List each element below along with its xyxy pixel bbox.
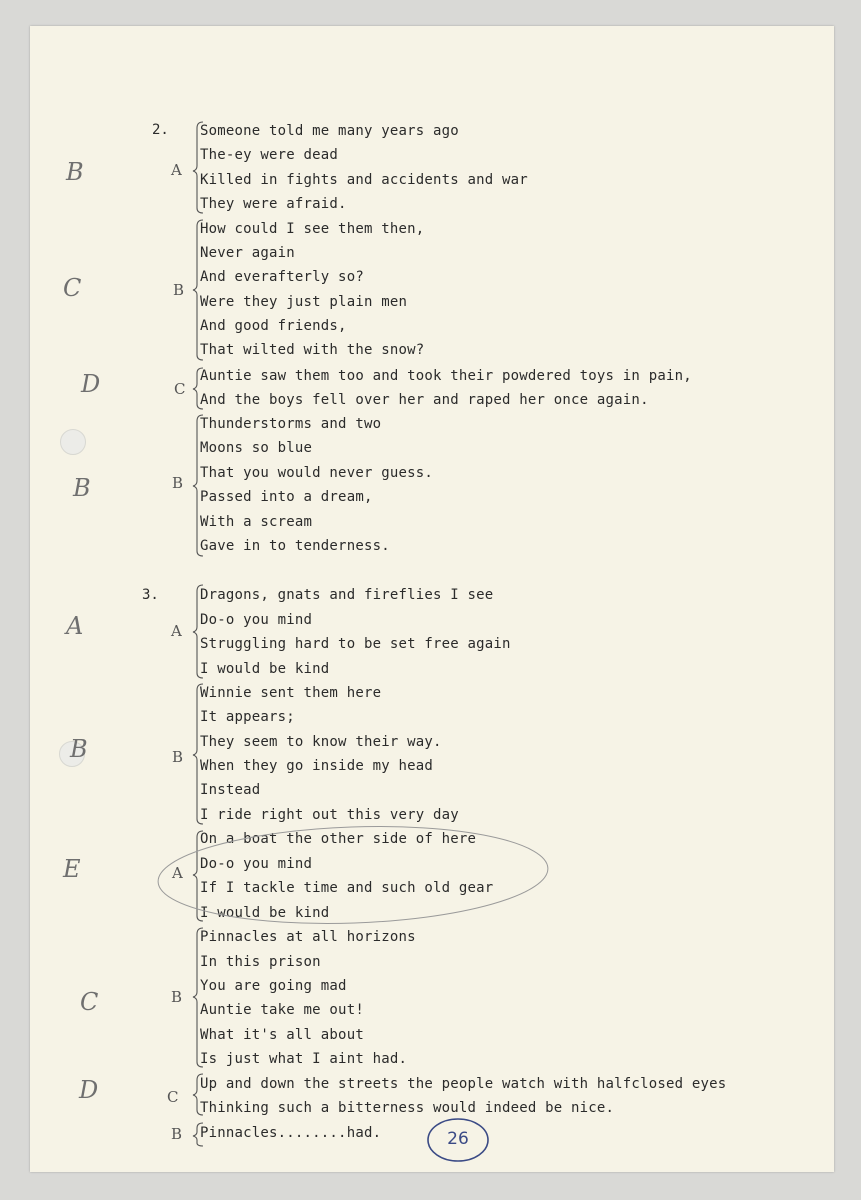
verse3-line-18: Auntie take me out! bbox=[200, 1002, 364, 1018]
margin-label: C bbox=[80, 988, 99, 1016]
verse2-line-18: Gave in to tenderness. bbox=[200, 538, 390, 554]
verse3-line-6: It appears; bbox=[200, 709, 295, 725]
verse3-line-17: You are going mad bbox=[200, 978, 347, 994]
verse3-line-23: Pinnacles........had. bbox=[200, 1125, 382, 1141]
margin-label: D bbox=[81, 370, 101, 398]
section-bracket bbox=[193, 1123, 203, 1146]
margin-label: B bbox=[66, 158, 84, 186]
verse2-line-15: That you would never guess. bbox=[200, 465, 433, 481]
verse2-line-1: Someone told me many years ago bbox=[200, 123, 459, 139]
verse3-line-14: I would be kind bbox=[200, 905, 330, 921]
verse3-line-22: Thinking such a bitterness would indeed be nice. bbox=[200, 1100, 615, 1116]
verse2-line-17: With a scream bbox=[200, 514, 313, 530]
section-label: C bbox=[167, 1088, 179, 1106]
verse2-line-7: And everafterly so? bbox=[200, 269, 364, 285]
section-bracket bbox=[193, 585, 203, 678]
verse3-line-15: Pinnacles at all horizons bbox=[200, 929, 416, 945]
verse3-line-19: What it's all about bbox=[200, 1027, 364, 1043]
margin-label: A bbox=[66, 612, 84, 640]
verse-number-3: 3. bbox=[142, 587, 159, 603]
section-label: B bbox=[172, 474, 184, 492]
verse3-line-20: Is just what I aint had. bbox=[200, 1051, 408, 1067]
verse2-line-13: Thunderstorms and two bbox=[200, 416, 382, 432]
verse3-line-11: On a boat the other side of here bbox=[200, 831, 477, 847]
section-label: B bbox=[171, 988, 183, 1006]
verse3-line-16: In this prison bbox=[200, 954, 321, 970]
verse2-line-11: Auntie saw them too and took their powdered toys in pain, bbox=[200, 368, 692, 384]
verse3-line-7: They seem to know their way. bbox=[200, 734, 442, 750]
section-label: B bbox=[171, 1125, 183, 1143]
verse2-line-6: Never again bbox=[200, 245, 295, 261]
section-bracket bbox=[193, 220, 203, 360]
section-bracket bbox=[193, 368, 203, 409]
verse3-line-12: Do-o you mind bbox=[200, 856, 313, 872]
section-bracket bbox=[193, 684, 203, 824]
verse2-line-5: How could I see them then, bbox=[200, 221, 425, 237]
verse3-line-2: Do-o you mind bbox=[200, 612, 313, 628]
verse2-line-8: Were they just plain men bbox=[200, 294, 408, 310]
verse2-line-12: And the boys fell over her and raped her once again. bbox=[200, 392, 649, 408]
margin-label: C bbox=[63, 274, 82, 302]
margin-label: B bbox=[70, 735, 88, 763]
verse2-line-3: Killed in fights and accidents and war bbox=[200, 172, 528, 188]
verse2-line-2: The-ey were dead bbox=[200, 147, 339, 163]
margin-label: B bbox=[73, 474, 91, 502]
section-label: B bbox=[172, 748, 184, 766]
verse3-line-4: I would be kind bbox=[200, 661, 330, 677]
verse3-line-9: Instead bbox=[200, 782, 261, 798]
verse2-line-14: Moons so blue bbox=[200, 440, 313, 456]
verse3-line-13: If I tackle time and such old gear bbox=[200, 880, 494, 896]
section-label: A bbox=[171, 622, 182, 640]
verse3-line-5: Winnie sent them here bbox=[200, 685, 382, 701]
margin-label: D bbox=[79, 1076, 99, 1104]
section-label: A bbox=[172, 864, 183, 882]
verse3-line-10: I ride right out this very day bbox=[200, 807, 459, 823]
verse-number-2: 2. bbox=[152, 122, 169, 138]
section-bracket bbox=[193, 122, 203, 213]
section-label: A bbox=[171, 161, 182, 179]
verse2-line-9: And good friends, bbox=[200, 318, 347, 334]
verse3-line-3: Struggling hard to be set free again bbox=[200, 636, 511, 652]
verse2-line-4: They were afraid. bbox=[200, 196, 347, 212]
section-label: C bbox=[174, 380, 186, 398]
verse2-line-16: Passed into a dream, bbox=[200, 489, 373, 505]
section-label: B bbox=[173, 281, 185, 299]
section-bracket bbox=[193, 415, 203, 556]
verse3-line-8: When they go inside my head bbox=[200, 758, 433, 774]
section-bracket bbox=[193, 1074, 203, 1115]
verse3-line-21: Up and down the streets the people watch with halfclosed eyes bbox=[200, 1076, 727, 1092]
section-bracket bbox=[193, 831, 203, 921]
margin-label: E bbox=[63, 855, 81, 883]
pencil-circle bbox=[156, 820, 549, 930]
page-number: 26 bbox=[447, 1129, 469, 1149]
verse3-line-1: Dragons, gnats and fireflies I see bbox=[200, 587, 494, 603]
section-bracket bbox=[193, 928, 203, 1067]
verse2-line-10: That wilted with the snow? bbox=[200, 342, 425, 358]
